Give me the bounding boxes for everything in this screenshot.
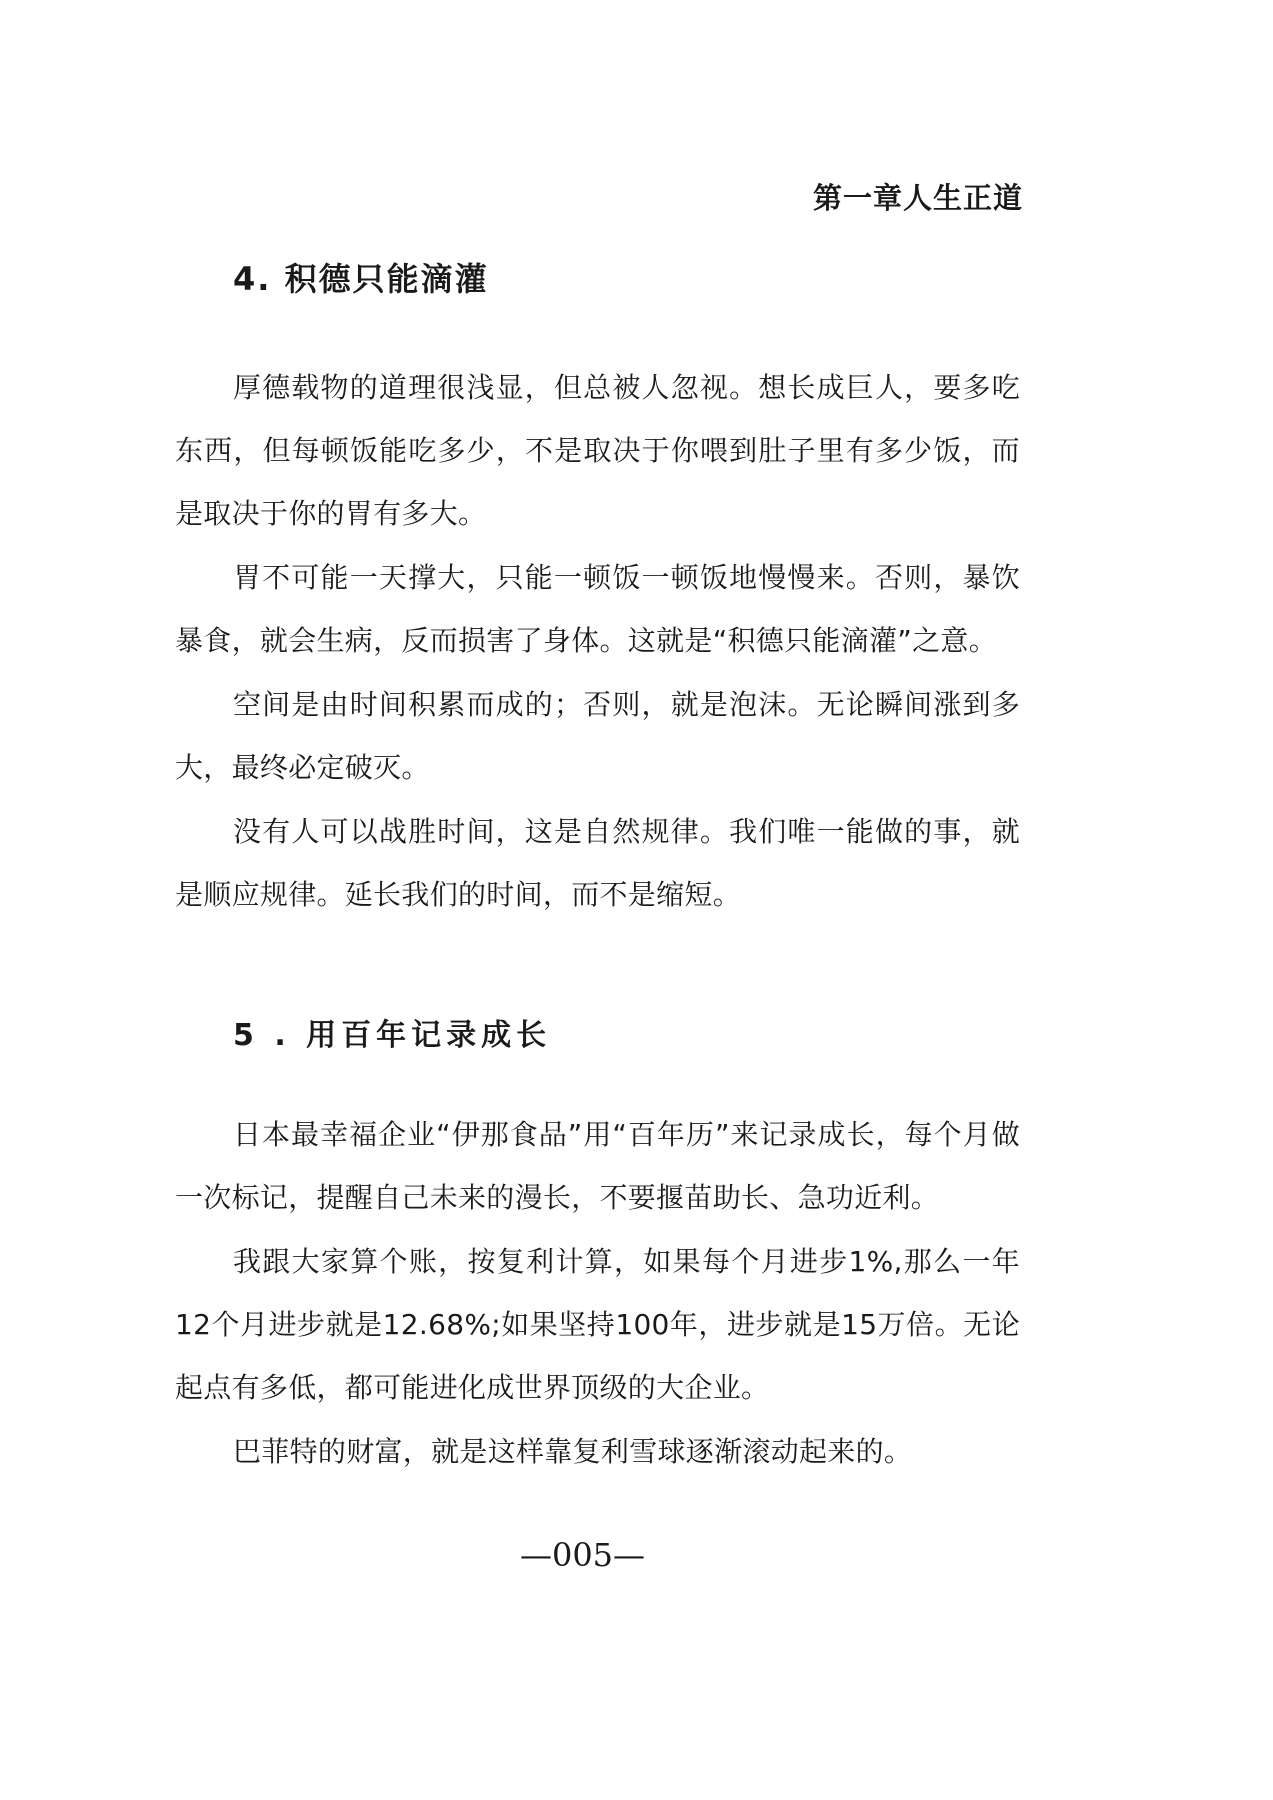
paragraph: 巴菲特的财富，就是这样靠复利雪球逐渐滚动起来的。 xyxy=(233,1435,913,1468)
section-title: 4. 积德只能滴灌 xyxy=(233,260,489,298)
paragraph: 厚德载物的道理很浅显，但总被人忽视。想长成巨人，要多吃东西，但每顿饭能吃多少，不是取决于你喂到肚子里有多少饭，而是取决于你的胃有多大。 xyxy=(175,371,1020,530)
page-number: —005— xyxy=(519,1536,646,1574)
paragraph: 胃不可能一天撑大，只能一顿饭一顿饭地慢慢来。否则，暴饮暴食，就会生病，反而损害了身体。这就是“积德只能滴灌”之意。 xyxy=(175,561,1020,657)
paragraph: 我跟大家算个账，按复利计算，如果每个月进步1%,那么一年12个月进步就是12.68%;如果坚持100年，进步就是15万倍。无论起点有多低，都可能进化成世界顶级的大企业。 xyxy=(175,1245,1020,1404)
paragraph: 日本最幸福企业“伊那食品”用“百年历”来记录成长，每个月做一次标记，提醒自己未来的漫长，不要揠苗助长、急功近利。 xyxy=(175,1118,1020,1214)
paragraph: 没有人可以战胜时间，这是自然规律。我们唯一能做的事，就是顺应规律。延长我们的时间，而不是缩短。 xyxy=(175,815,1020,911)
paragraph: 空间是由时间积累而成的；否则，就是泡沫。无论瞬间涨到多大，最终必定破灭。 xyxy=(175,688,1020,784)
section-title: 5 . 用百年记录成长 xyxy=(233,1018,552,1053)
chapter-header: 第一章人生正道 xyxy=(812,181,1023,215)
